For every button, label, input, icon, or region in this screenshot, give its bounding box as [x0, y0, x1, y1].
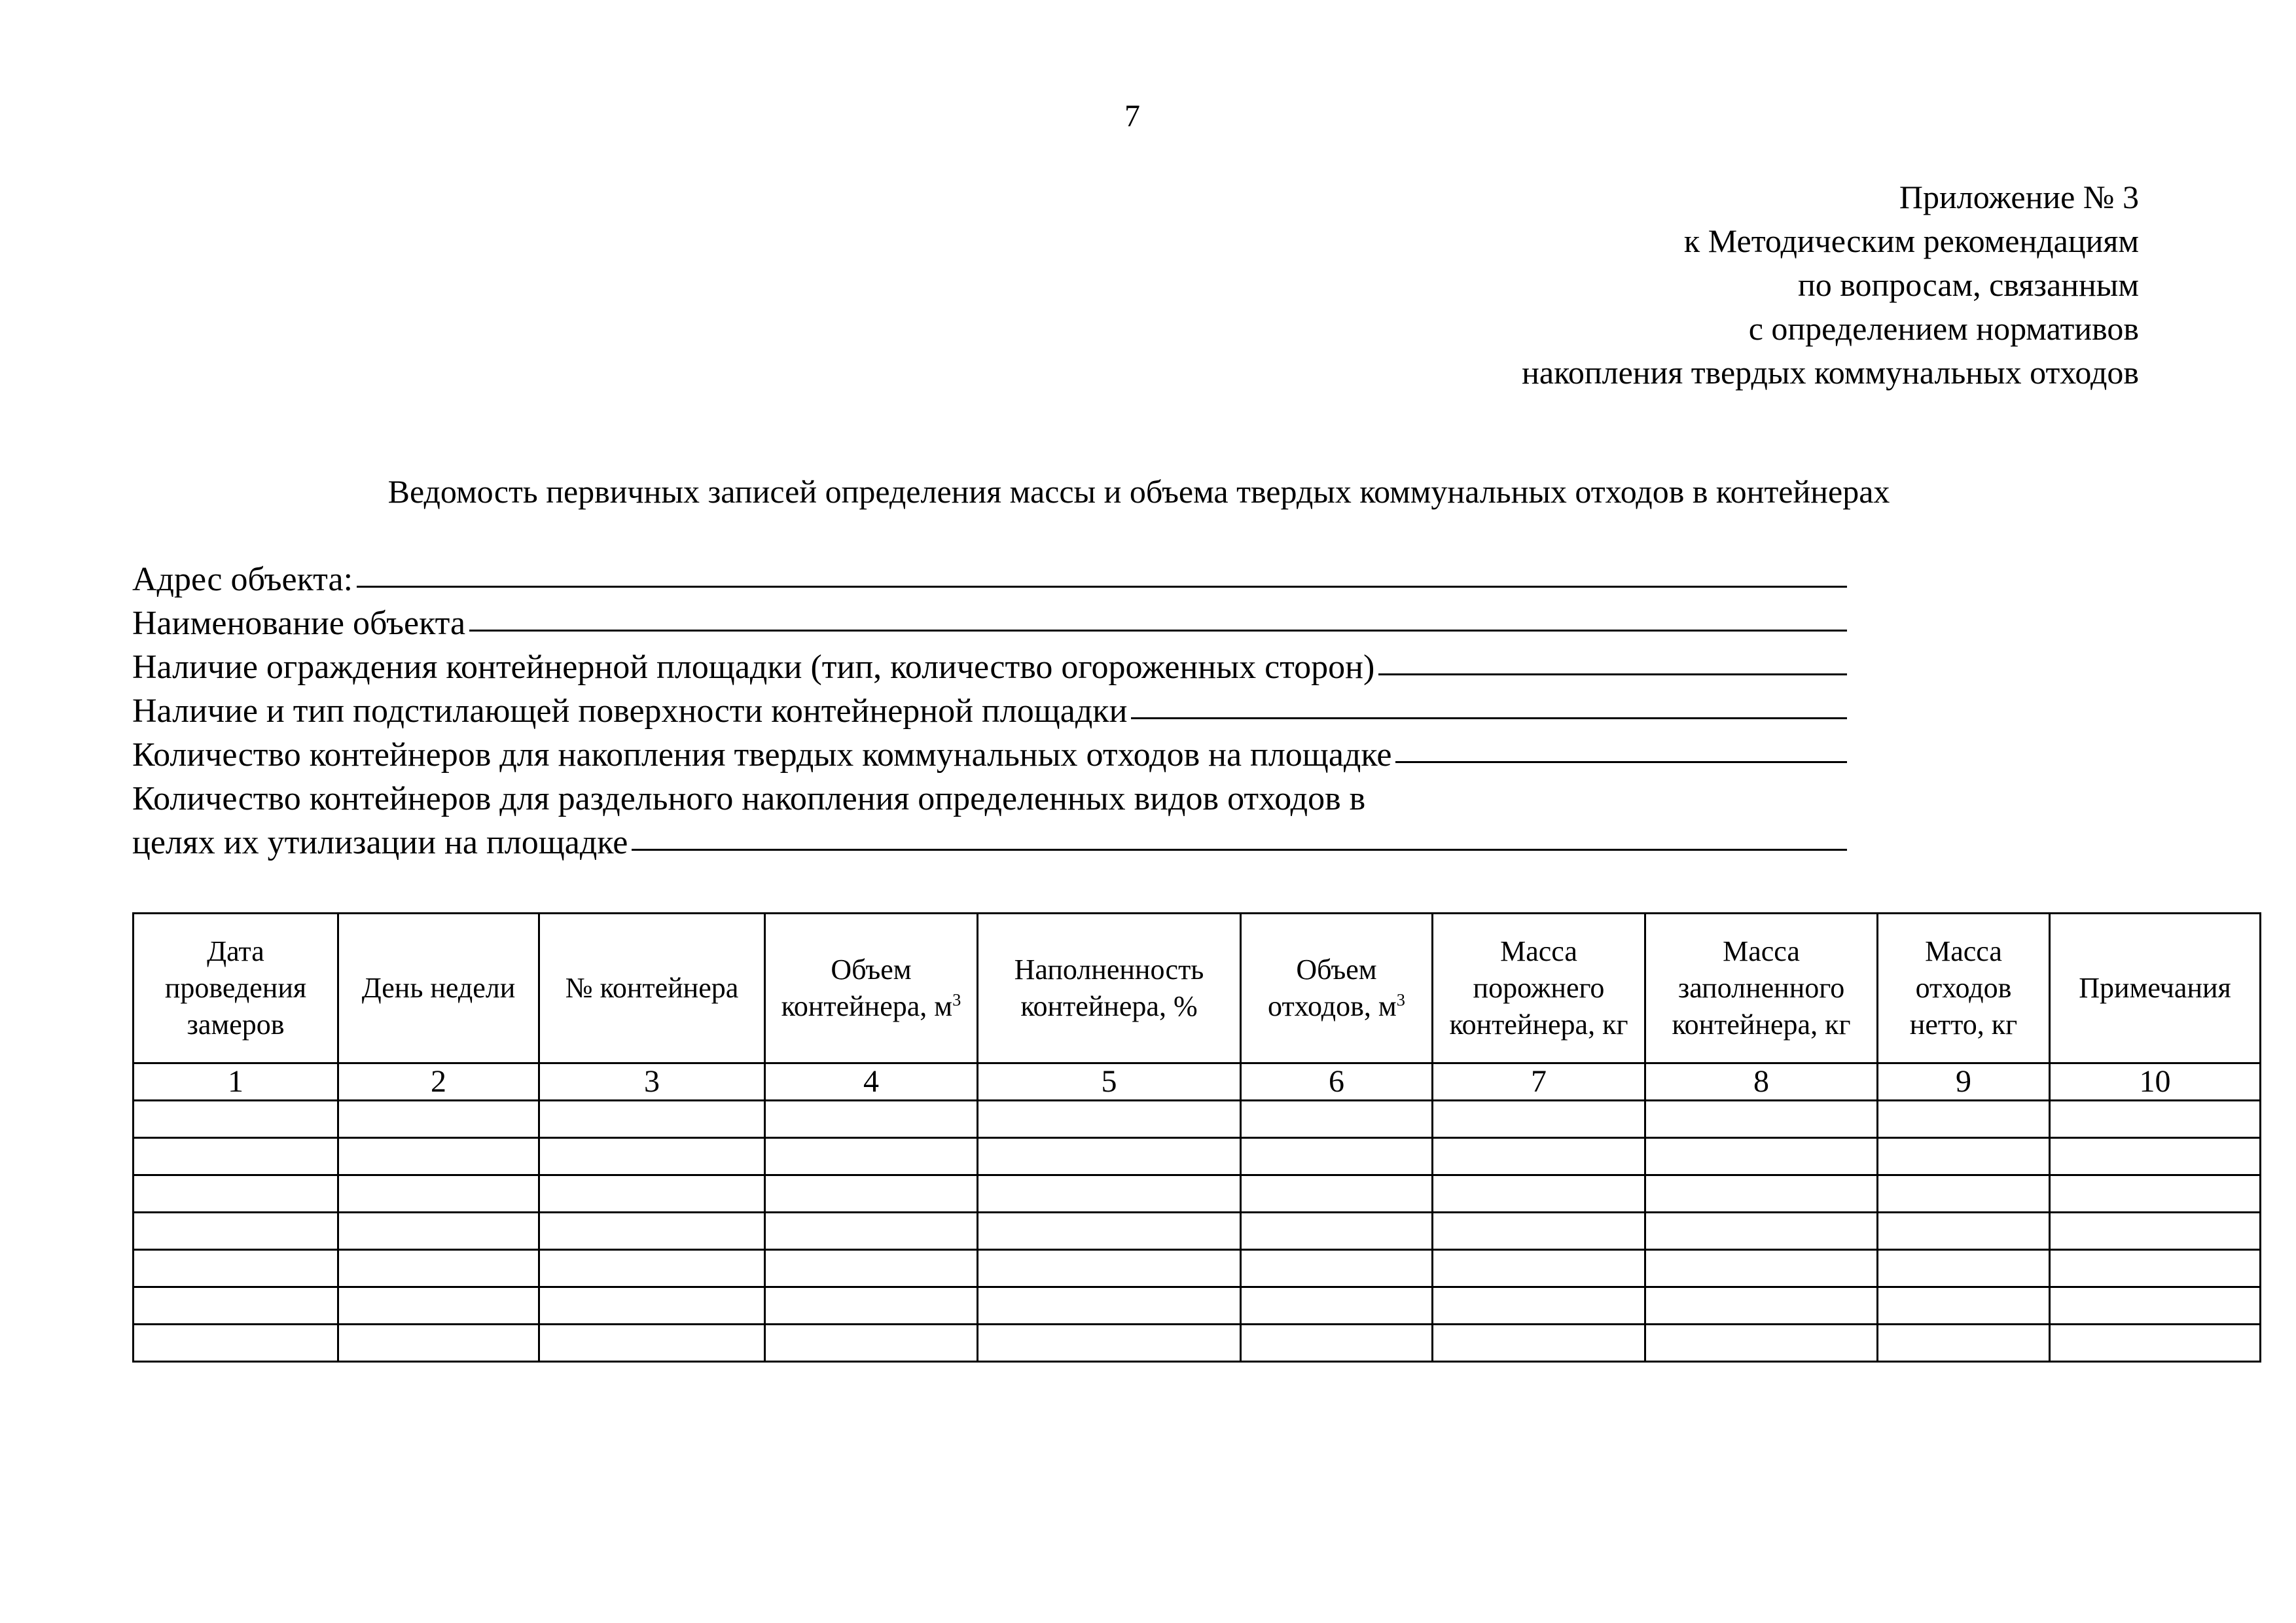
address-field [132, 558, 1847, 601]
table-row [134, 1325, 2261, 1362]
table-cell[interactable] [765, 1287, 978, 1325]
table-cell[interactable] [1433, 1325, 1645, 1362]
separate-containers-field-line2 [132, 821, 1847, 865]
table-cell[interactable] [1878, 1325, 2050, 1362]
page-number: 7 [1124, 99, 1140, 134]
table-cell[interactable] [338, 1325, 539, 1362]
table-cell[interactable] [1433, 1250, 1645, 1287]
header-waste-volume-text: Объем отходов, м [1268, 954, 1397, 1022]
table-cell[interactable] [1241, 1287, 1433, 1325]
appendix-line: к Методическим рекомендациям [1683, 223, 2139, 259]
header-notes [2050, 914, 2261, 1063]
header-container-volume-text: Объем контейнера, м [781, 954, 953, 1022]
appendix-line: накопления твердых коммунальных отходов [1522, 354, 2139, 391]
table-cell[interactable] [1241, 1175, 1433, 1213]
table-cell[interactable] [539, 1101, 765, 1138]
table-cell[interactable] [539, 1250, 765, 1287]
header-waste-volume-sup: 3 [1396, 990, 1405, 1010]
header-container-number [539, 914, 765, 1063]
header-empty-mass-text: Масса порожнего контейнера, кг [1449, 935, 1628, 1041]
separate-containers-blank[interactable] [632, 848, 1847, 851]
table-cell[interactable] [2050, 1250, 2261, 1287]
header-container-volume-sup: 3 [952, 990, 961, 1010]
table-cell[interactable] [765, 1325, 978, 1362]
table-cell[interactable] [1433, 1175, 1645, 1213]
header-fill-level-text: Наполненность контейнера, % [1014, 954, 1204, 1022]
table-cell[interactable] [765, 1250, 978, 1287]
table-cell[interactable] [1645, 1175, 1878, 1213]
column-numbers-row [134, 1063, 2261, 1101]
fence-field [132, 645, 1847, 689]
table-cell[interactable] [1645, 1101, 1878, 1138]
table-cell[interactable] [1645, 1213, 1878, 1250]
header-container-volume [765, 914, 978, 1063]
table-cell[interactable] [2050, 1101, 2261, 1138]
table-cell[interactable] [134, 1325, 338, 1362]
separate-containers-label-line2: целях их утилизации на площадке [132, 824, 628, 861]
table-cell[interactable] [978, 1287, 1241, 1325]
table-header-row [134, 914, 2261, 1063]
table-cell[interactable] [539, 1325, 765, 1362]
separate-containers-label-line1: Количество контейнеров для раздельного накопления определенных видов отходов в [132, 780, 1366, 817]
table-cell[interactable] [1241, 1250, 1433, 1287]
table-cell[interactable] [765, 1138, 978, 1175]
table-cell[interactable] [1878, 1101, 2050, 1138]
table-cell[interactable] [539, 1175, 765, 1213]
header-container-number-text: № контейнера [565, 972, 739, 1004]
records-table [132, 912, 2261, 1363]
table-cell[interactable] [134, 1175, 338, 1213]
header-full-mass-text: Масса заполненного контейнера, кг [1672, 935, 1851, 1041]
table-cell[interactable] [134, 1138, 338, 1175]
column-number: 6 [1241, 1063, 1433, 1101]
address-label: Адрес объекта: [132, 561, 353, 598]
column-number: 1 [134, 1063, 338, 1101]
surface-field [132, 689, 1847, 733]
surface-blank[interactable] [1131, 717, 1847, 719]
column-number: 7 [1433, 1063, 1645, 1101]
header-date [134, 914, 338, 1063]
table-cell[interactable] [1645, 1138, 1878, 1175]
table-cell[interactable] [1241, 1325, 1433, 1362]
header-notes-text: Примечания [2079, 972, 2231, 1004]
table-cell[interactable] [765, 1175, 978, 1213]
header-net-mass-text: Масса отходов нетто, кг [1909, 935, 2018, 1041]
table-row [134, 1213, 2261, 1250]
table-cell[interactable] [134, 1213, 338, 1250]
table-cell[interactable] [978, 1175, 1241, 1213]
table-cell[interactable] [1241, 1138, 1433, 1175]
table-cell[interactable] [765, 1213, 978, 1250]
table-cell[interactable] [1645, 1325, 1878, 1362]
table-cell[interactable] [1878, 1250, 2050, 1287]
column-number: 10 [2050, 1063, 2261, 1101]
column-number: 2 [338, 1063, 539, 1101]
column-number: 4 [765, 1063, 978, 1101]
table-row [134, 1287, 2261, 1325]
table-cell[interactable] [1241, 1101, 1433, 1138]
containers-count-blank[interactable] [1395, 760, 1847, 763]
header-fill-level [978, 914, 1241, 1063]
table-cell[interactable] [1645, 1287, 1878, 1325]
table-cell[interactable] [978, 1213, 1241, 1250]
table-cell[interactable] [134, 1101, 338, 1138]
column-number: 9 [1878, 1063, 2050, 1101]
table-row [134, 1175, 2261, 1213]
fence-label: Наличие ограждения контейнерной площадки (тип, количество огороженных сторон) [132, 649, 1375, 686]
table-cell[interactable] [1878, 1213, 2050, 1250]
header-date-text: Дата проведения замеров [164, 935, 307, 1041]
header-weekday-text: День недели [361, 972, 516, 1004]
table-cell[interactable] [2050, 1287, 2261, 1325]
name-field [132, 601, 1847, 645]
table-cell[interactable] [978, 1250, 1241, 1287]
table-cell[interactable] [1241, 1213, 1433, 1250]
table-cell[interactable] [1878, 1287, 2050, 1325]
table-cell[interactable] [2050, 1138, 2261, 1175]
object-fields [132, 558, 1847, 865]
table-cell[interactable] [134, 1287, 338, 1325]
name-blank[interactable] [469, 629, 1847, 632]
appendix-line: с определением нормативов [1748, 310, 2139, 347]
surface-label: Наличие и тип подстилающей поверхности контейнерной площадки [132, 692, 1128, 730]
table-cell[interactable] [2050, 1325, 2261, 1362]
table-row [134, 1250, 2261, 1287]
table-row [134, 1101, 2261, 1138]
table-cell[interactable] [1433, 1213, 1645, 1250]
table-cell[interactable] [1878, 1175, 2050, 1213]
table-cell[interactable] [539, 1287, 765, 1325]
separate-containers-field-line1 [132, 777, 1847, 821]
containers-count-field [132, 733, 1847, 777]
name-label: Наименование объекта [132, 605, 466, 642]
table-cell[interactable] [338, 1175, 539, 1213]
column-number: 3 [539, 1063, 765, 1101]
containers-count-label: Количество контейнеров для накопления твердых коммунальных отходов на площадке [132, 736, 1392, 774]
table-cell[interactable] [1645, 1250, 1878, 1287]
address-blank[interactable] [357, 585, 1847, 588]
header-waste-volume [1241, 914, 1433, 1063]
table-cell[interactable] [2050, 1175, 2261, 1213]
table-cell[interactable] [978, 1325, 1241, 1362]
table-cell[interactable] [338, 1101, 539, 1138]
table-cell[interactable] [539, 1213, 765, 1250]
header-weekday [338, 914, 539, 1063]
header-empty-mass [1433, 914, 1645, 1063]
table-cell[interactable] [765, 1101, 978, 1138]
table-cell[interactable] [1433, 1287, 1645, 1325]
table-cell[interactable] [1878, 1138, 2050, 1175]
table-row [134, 1138, 2261, 1175]
column-number: 5 [978, 1063, 1241, 1101]
table-cell[interactable] [338, 1138, 539, 1175]
table-cell[interactable] [338, 1250, 539, 1287]
table-cell[interactable] [539, 1138, 765, 1175]
header-net-mass [1878, 914, 2050, 1063]
appendix-line: Приложение № 3 [1899, 179, 2139, 215]
table-cell[interactable] [134, 1250, 338, 1287]
table-cell[interactable] [338, 1213, 539, 1250]
table-cell[interactable] [978, 1138, 1241, 1175]
table-cell[interactable] [1433, 1101, 1645, 1138]
fence-blank[interactable] [1378, 673, 1847, 675]
table-cell[interactable] [338, 1287, 539, 1325]
header-full-mass [1645, 914, 1878, 1063]
document-title: Ведомость первичных записей определения массы и объема твердых коммунальных отходов в контейнерах [387, 473, 1890, 510]
table-cell[interactable] [1433, 1138, 1645, 1175]
column-number: 8 [1645, 1063, 1878, 1101]
appendix-line: по вопросам, связанным [1798, 266, 2139, 303]
table-cell[interactable] [978, 1101, 1241, 1138]
appendix-block [1522, 175, 2139, 395]
table-cell[interactable] [2050, 1213, 2261, 1250]
